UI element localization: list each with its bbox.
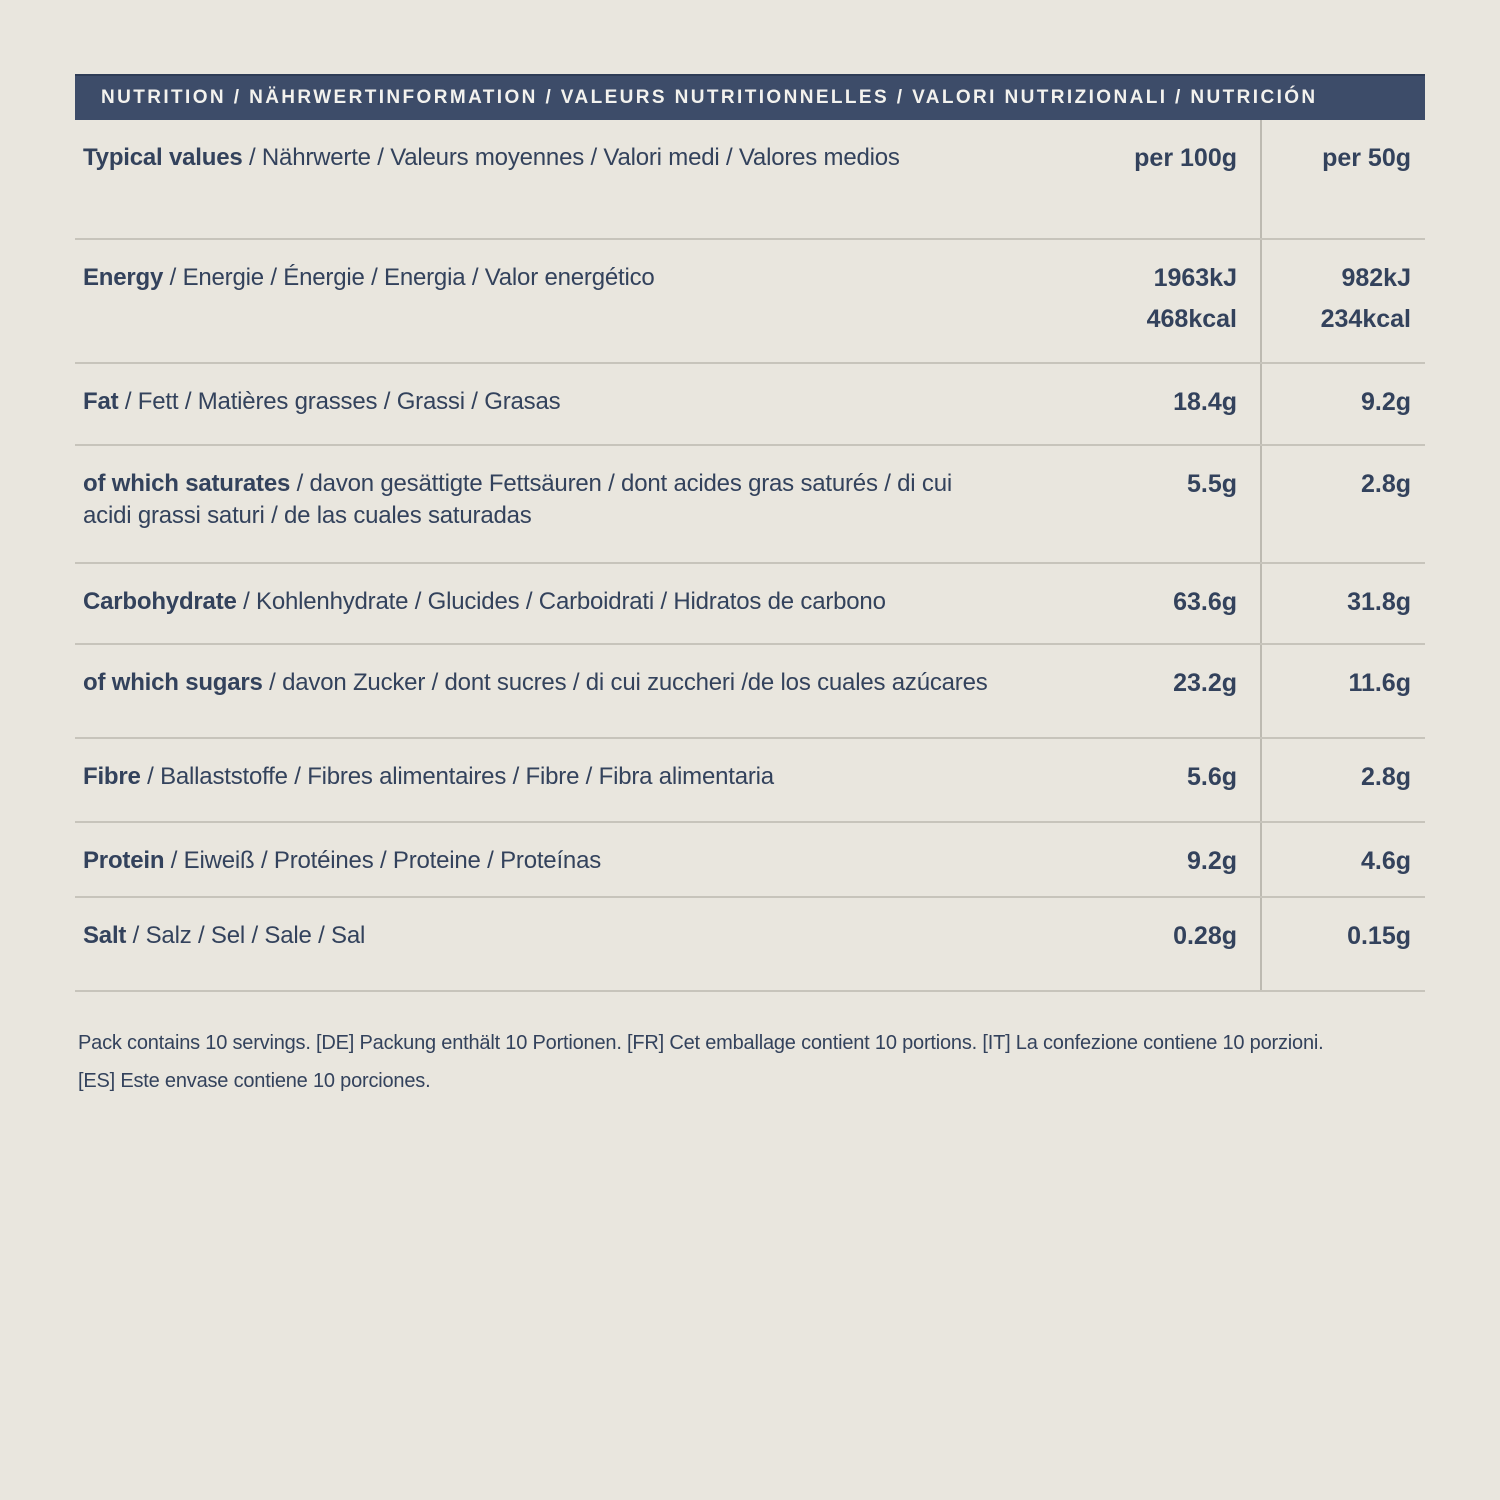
value-per-50g: 11.6g [1260,645,1425,737]
nutrient-translations: / Ballaststoffe / Fibres alimentaires / Fibre / Fibra alimentaria [140,763,774,790]
table-header-row [75,120,1425,240]
value-per-100g: 5.5g [1186,470,1237,498]
column-header-per-100g: per 100g [1134,144,1237,172]
nutrient-term: Energy [83,264,164,291]
value-per-50g: 31.8g [1260,564,1425,643]
value-per-50g: 4.6g [1260,823,1425,896]
table-row-sugars [75,645,1425,739]
table-row-fat [75,364,1425,446]
servings-note [78,1024,1428,1100]
nutrient-term: of which sugars [83,669,263,696]
typical-values-translations: / Nährwerte / Valeurs moyennes / Valori medi / Valores medios [242,144,900,171]
value-per-100g: 1963kJ 468kcal [1146,264,1237,333]
nutrient-term: of which saturates [83,470,291,497]
typical-values-term: Typical values [83,144,243,171]
nutrient-term: Protein [83,847,165,874]
typical-values-label [75,120,1095,238]
servings-note-line2: [ES] Este envase contiene 10 porciones. [78,1070,431,1092]
nutrient-term: Carbohydrate [83,588,237,615]
nutrition-table [75,120,1425,992]
table-row-carbohydrate [75,564,1425,645]
nutrient-label [75,645,1095,737]
value-per-50g: 982kJ 234kcal [1260,240,1425,362]
table-row-salt [75,898,1425,992]
nutrient-translations: / Salz / Sel / Sale / Sal [126,922,366,949]
value-per-50g: 0.15g [1260,898,1425,990]
value-per-100g: 18.4g [1173,388,1237,416]
nutrient-translations: / Kohlenhydrate / Glucides / Carboidrati / Hidratos de carbono [236,588,886,615]
table-row-protein [75,823,1425,898]
nutrient-label [75,739,1095,821]
nutrient-translations: / Energie / Énergie / Energia / Valor energético [163,264,655,291]
value-per-100g: 63.6g [1173,588,1237,616]
column-header-per-50g: per 50g [1260,120,1425,238]
nutrient-translations: / Fett / Matières grasses / Grassi / Grasas [118,388,561,415]
servings-note-line1: Pack contains 10 servings. [DE] Packung enthält 10 Portionen. [FR] Cet emballage contient 10 portions. [IT] La confezione contiene 10 porzioni. [78,1032,1324,1054]
nutrient-label [75,364,1095,444]
value-per-100g: 9.2g [1186,847,1237,875]
nutrient-translations: / davon gesättigte Fettsäuren / dont acides gras saturés / di cui acidi grassi saturi / de las cuales saturadas [83,470,952,529]
nutrient-label [75,240,1095,362]
nutrient-label [75,898,1095,990]
value-per-50g: 2.8g [1260,446,1425,562]
value-per-100g: 5.6g [1186,763,1237,791]
nutrient-label [75,823,1095,896]
nutrition-header-bar [75,74,1425,120]
value-per-50g: 9.2g [1260,364,1425,444]
value-per-50g: 2.8g [1260,739,1425,821]
value-per-100g: 0.28g [1173,922,1237,950]
table-row-saturates [75,446,1425,564]
table-row-energy [75,240,1425,364]
nutrient-term: Fibre [83,763,141,790]
nutrient-translations: / davon Zucker / dont sucres / di cui zuccheri /de los cuales azúcares [262,669,988,696]
nutrient-term: Salt [83,922,127,949]
nutrient-term: Fat [83,388,119,415]
table-row-fibre [75,739,1425,823]
nutrient-translations: / Eiweiß / Protéines / Proteine / Proteínas [164,847,602,874]
nutrient-label [75,564,1095,643]
nutrition-header-title: NUTRITION / NÄHRWERTINFORMATION / VALEURS NUTRITIONNELLES / VALORI NUTRIZIONALI / NUTRICIÓN [101,87,1318,108]
nutrient-label [75,446,998,562]
value-per-100g: 23.2g [1173,669,1237,697]
